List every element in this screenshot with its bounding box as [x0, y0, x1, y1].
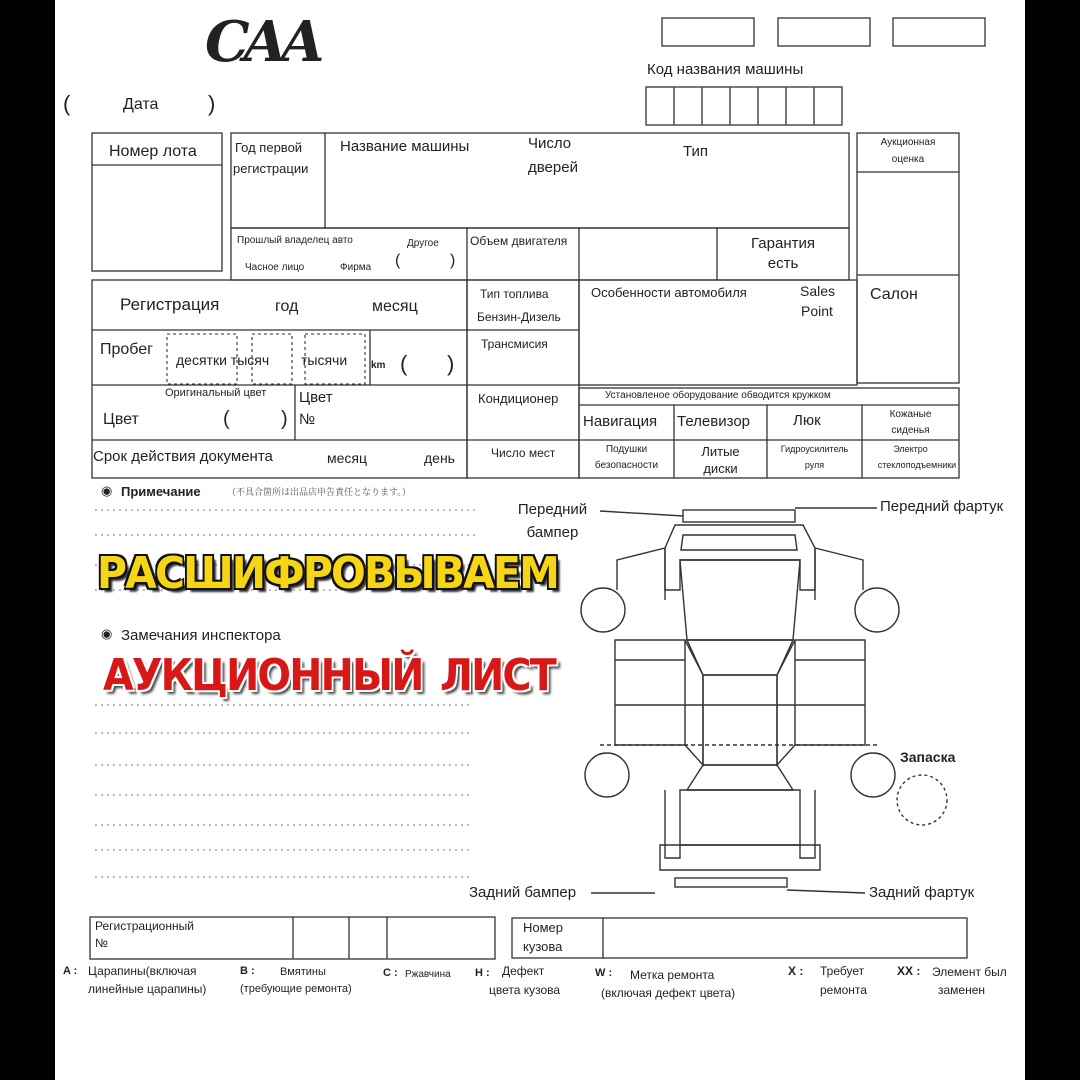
seats-label: Число мест [491, 446, 556, 460]
navigation-label: Навигация [583, 413, 658, 430]
body-no-label-2: кузова [523, 939, 563, 954]
airbags-label-2: безопасности [594, 460, 659, 471]
car-code-label: Код названия машины [647, 61, 804, 78]
color-label: Цвет [103, 411, 139, 428]
type-label: Тип [683, 143, 709, 160]
airbags-label-1: Подушки [605, 444, 648, 455]
transmission-label: Трансмисия [481, 337, 548, 351]
km-label: km [371, 360, 386, 371]
date-paren-open: ( [63, 91, 71, 116]
sunroof-label: Люк [793, 412, 821, 429]
body-no-label-1: Номер [523, 920, 564, 935]
fuel-label-2: Бензин-Дизель [477, 310, 561, 324]
reg-year-label: год [275, 298, 299, 315]
features-label: Особенности автомобиля [591, 285, 747, 300]
engine-volume-label: Объем двигателя [470, 234, 568, 248]
remark-label: Примечание [121, 484, 201, 499]
doors-label-1: Число [528, 135, 572, 152]
orig-color-label: Оригинальный цвет [165, 387, 267, 399]
auction-grade-label-1: Аукционная [880, 137, 936, 148]
alloy-label-1: Литые [701, 444, 740, 459]
doc-validity-label: Срок действия документа [93, 448, 273, 465]
date-paren-close: ) [208, 91, 216, 116]
ac-label: Кондиционер [478, 391, 559, 406]
first-reg-label-1: Год первой [235, 140, 303, 155]
rear-bumper-label: Задний бампер [469, 884, 577, 901]
reg-month-label: месяц [372, 298, 418, 315]
doc-day-label: день [424, 450, 455, 466]
other-paren-close: ) [450, 252, 456, 269]
auction-sheet: CAA Код названия машины ( Дата ) Номер лота Год первой регистрации Название машины Число дверей Тип Аукционная оценка Прошлый владелец авто Другое Часное лицо Фирма ( ) Объем двигателя Гарантия есть Регистрация год месяц Тип топлива Бензин-Дизель Особенности автомобиля Sales Point Салон Пробег десятки тысяч тысячи km ( ) Трансмисия Оригинальный цвет Цвет № Цвет ( ) Кондиционер Установленое оборудование обводится кружком Навигация Телевизор Люк Кожаные сиденья Срок действия документа месяц день Число мест Подушки безопасности Литые диски Гидроусилитель руля Электро стеклоподъемники ◉ Примечание （不具合箇所は出品店申告責任となります。） ◉ Замечания инспектора Передний бампер Передний фартук Запаска Задний бампер Задний фартук Регистрационный № Номер кузова A : Царапины(включая линейные царапины) B : Вмятины (требующие ремонта) C : Ржавчина H : Дефект цвета кузова W : Метка ремонта (включая дефект цвета) X : Требует ремонта XX : Элемент был заменен РАСШИФРОВЫВАЕМ АУКЦИОННЫЙ ЛИСТ [55, 0, 1025, 1080]
color-no-label-1: Цвет [299, 389, 333, 406]
banner-line-2b: ЛИСТ [440, 650, 555, 701]
thousands-label: тысячи [301, 352, 348, 368]
reg-no-label-1: Регистрационный [95, 919, 194, 933]
company-label: Фирма [340, 262, 372, 273]
power-steering-label-1: Гидроусилитель [780, 444, 849, 454]
tens-thousands-label: десятки тысяч [176, 352, 270, 368]
remark-bullet-icon: ◉ [101, 483, 113, 498]
private-label: Часное лицо [245, 262, 305, 273]
prev-owner-label: Прошлый владелец авто [237, 235, 353, 246]
km-paren-open: ( [400, 351, 408, 376]
front-apron-label: Передний фартук [880, 498, 1004, 515]
power-windows-label-2: стеклоподъемники [877, 460, 957, 470]
spare-label: Запаска [900, 749, 956, 765]
reg-no-label-2: № [95, 936, 108, 950]
leather-label-2: сиденья [891, 425, 930, 436]
doc-month-label: месяц [327, 450, 368, 466]
color-no-label-2: № [299, 411, 316, 428]
sales-point-label-1: Sales [800, 283, 836, 299]
fuel-label-1: Тип топлива [480, 287, 549, 301]
sales-point-label-2: Point [801, 303, 833, 319]
registration-label: Регистрация [120, 295, 220, 314]
alloy-label-2: диски [703, 461, 738, 476]
auction-grade-label-2: оценка [891, 154, 925, 165]
remark-jp-note: （不具合箇所は出品店申告責任となります。） [227, 487, 411, 497]
inspector-bullet-icon: ◉ [101, 626, 113, 641]
front-bumper-label-2: бампер [526, 524, 579, 541]
power-steering-label-2: руля [804, 460, 825, 470]
rear-apron-label: Задний фартук [869, 884, 975, 901]
km-paren-close: ) [447, 351, 455, 376]
equipment-note: Установленое оборудование обводится кружком [605, 390, 831, 401]
tv-label: Телевизор [677, 413, 751, 430]
first-reg-label-2: регистрации [233, 161, 309, 176]
front-bumper-label-1: Передний [517, 501, 588, 518]
car-name-label: Название машины [340, 138, 470, 155]
car-diagram [581, 508, 947, 893]
date-label: Дата [123, 96, 159, 113]
salon-label: Салон [870, 286, 918, 303]
other-label: Другое [407, 238, 439, 249]
mileage-label: Пробег [100, 341, 154, 358]
lot-number-label: Номер лота [109, 143, 197, 160]
banner-line-2a: АУКЦИОННЫЙ [103, 650, 423, 701]
warranty-label-1: Гарантия [751, 235, 815, 252]
banner-line-1: РАСШИФРОВЫВАЕМ [97, 548, 558, 599]
other-paren-open: ( [395, 252, 401, 269]
color-paren-open: ( [223, 408, 230, 430]
warranty-label-2: есть [767, 255, 799, 272]
color-paren-close: ) [281, 408, 288, 430]
leather-label-1: Кожаные [889, 409, 932, 420]
caa-logo: CAA [205, 9, 319, 75]
doors-label-2: дверей [528, 159, 578, 176]
power-windows-label-1: Электро [893, 444, 928, 454]
inspector-label: Замечания инспектора [121, 627, 281, 644]
